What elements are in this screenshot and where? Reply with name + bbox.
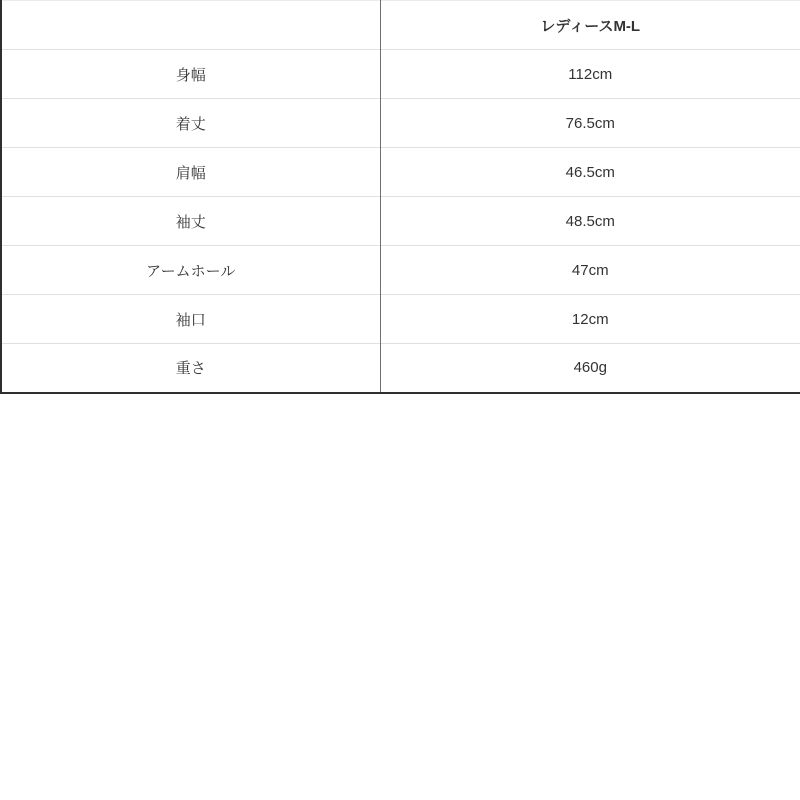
- table-row: [1, 295, 800, 344]
- table-row: [1, 50, 800, 99]
- row-value: 48.5cm: [380, 197, 800, 246]
- header-row: [1, 1, 800, 50]
- row-value: 112cm: [380, 50, 800, 99]
- corner-header-cell: [1, 1, 380, 50]
- row-value: 12cm: [380, 295, 800, 344]
- row-label: アームホール: [1, 246, 380, 295]
- row-value: 47cm: [380, 246, 800, 295]
- row-label: 重さ: [1, 344, 380, 393]
- table-row: [1, 99, 800, 148]
- table-row: [1, 344, 800, 393]
- size-table-body: [1, 50, 800, 393]
- size-spec-table: [0, 0, 800, 394]
- table-row: [1, 148, 800, 197]
- row-label: 肩幅: [1, 148, 380, 197]
- row-value: 460g: [380, 344, 800, 393]
- row-label: 袖丈: [1, 197, 380, 246]
- size-table-header: [1, 1, 800, 50]
- row-value: 46.5cm: [380, 148, 800, 197]
- row-label: 身幅: [1, 50, 380, 99]
- size-column-header: レディースM-L: [380, 1, 800, 50]
- table-row: [1, 197, 800, 246]
- row-label: 着丈: [1, 99, 380, 148]
- row-label: 袖口: [1, 295, 380, 344]
- table-row: [1, 246, 800, 295]
- row-value: 76.5cm: [380, 99, 800, 148]
